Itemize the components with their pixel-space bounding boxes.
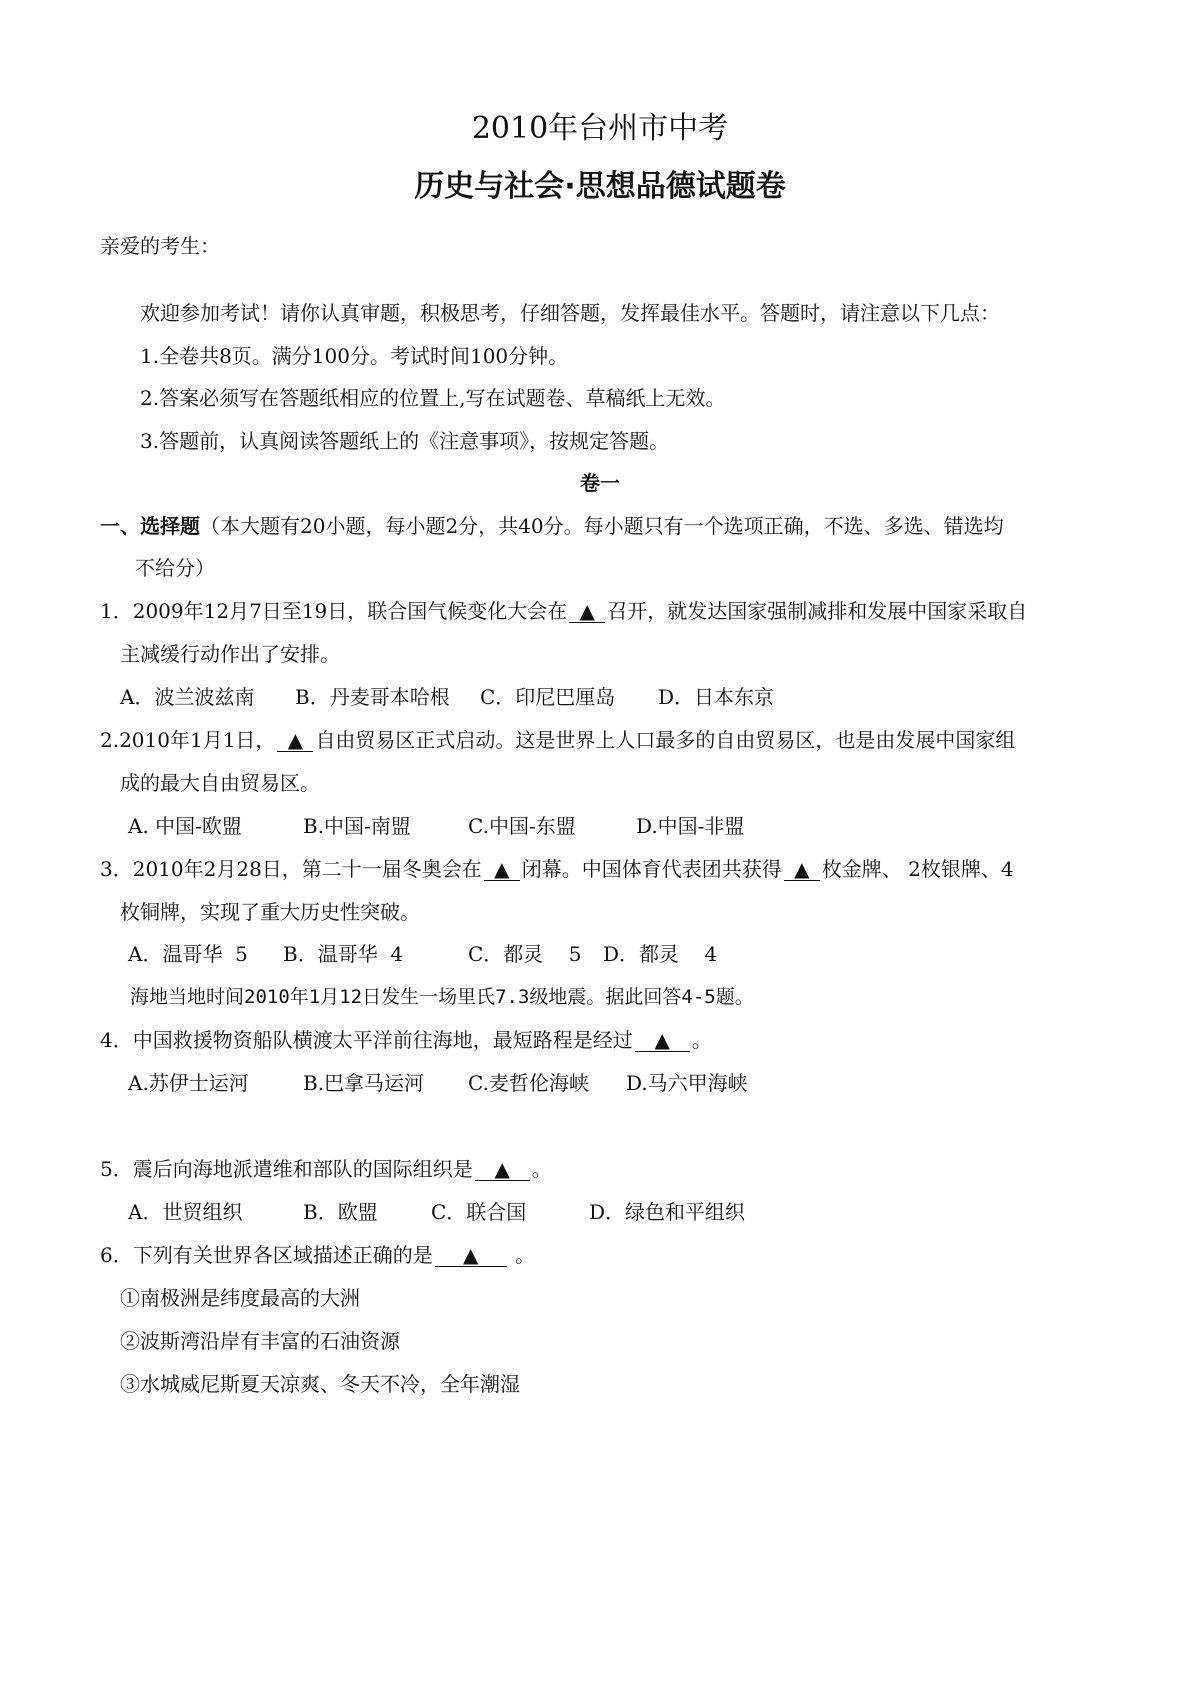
q2-option-c: C.中国-东盟 [468, 814, 576, 838]
exam-title-line1: 2010年台州市中考 [471, 111, 729, 146]
section-desc: （本大题有20小题，每小题2分，共40分。每小题只有一个选项正确，不选、多选、错选均 [200, 514, 1004, 538]
q1-option-d: D．日本东京 [658, 685, 775, 709]
q5-text-post: 。 [531, 1157, 552, 1181]
section-desc-cont: 不给分） [135, 556, 215, 580]
q2-option-d: D.中国-非盟 [636, 814, 745, 838]
q5-option-a: A．世贸组织 [128, 1200, 243, 1224]
q5-options [128, 1199, 745, 1225]
q3-answer-blank-2: ▲ [784, 858, 820, 881]
q3-option-d: D．都灵 4 [603, 942, 718, 966]
q3-option-a: A．温哥华 5 [128, 942, 248, 966]
q3-text-pre: 3．2010年2月28日，第二十一届冬奥会在 [100, 857, 482, 881]
q1-text-post: 召开，就发达国家强制减排和发展中国家采取自 [607, 599, 1028, 623]
exam-title-line2: 历史与社会·思想品德试题卷 [414, 169, 786, 204]
q4-option-b: B.巴拿马运河 [303, 1071, 425, 1095]
q4-answer-blank: ▲ [635, 1029, 690, 1052]
section-heading [100, 513, 1004, 539]
q1-option-a: A．波兰波兹南 [120, 685, 255, 709]
q3-option-b: B．温哥华 4 [283, 942, 404, 966]
question-5 [100, 1156, 552, 1182]
q3-text-post: 枚金牌、 2枚银牌、4 [821, 857, 1014, 881]
q2-text-post: 自由贸易区正式启动。这是世界上人口最多的自由贸易区，也是由发展中国家组 [315, 728, 1016, 752]
volume-label: 卷一 [580, 471, 620, 495]
q6-answer-blank: ▲ [435, 1244, 507, 1267]
q4-option-d: D.马六甲海峡 [626, 1071, 748, 1095]
q2-option-b: B.中国-南盟 [303, 814, 411, 838]
q5-answer-blank: ▲ [475, 1158, 530, 1181]
q5-option-d: D．绿色和平组织 [589, 1200, 746, 1224]
question-1 [100, 598, 1027, 624]
note-3: 3.答题前，认真阅读答题纸上的《注意事项》，按规定答题。 [140, 429, 670, 453]
question-4 [100, 1027, 712, 1053]
q5-option-b: B．欧盟 [303, 1200, 378, 1224]
q4-option-a: A.苏伊士运河 [128, 1071, 249, 1095]
q4-text-post: 。 [691, 1028, 712, 1052]
intro-text: 欢迎参加考试！请你认真审题，积极思考，仔细答题，发挥最佳水平。答题时，请注意以下几点： [140, 301, 1000, 325]
q1-text-cont: 主减缓行动作出了安排。 [120, 642, 340, 666]
q5-text-pre: 5．震后向海地派遣维和部队的国际组织是 [100, 1157, 473, 1181]
shared-stem-4-5: 海地当地时间2010年1月12日发生一场里氏7.3级地震。据此回答4-5题。 [130, 986, 754, 1008]
q6-item-3: ③水城威尼斯夏天凉爽、冬天不冷，全年潮湿 [120, 1372, 520, 1396]
q3-answer-blank-1: ▲ [484, 858, 520, 881]
q1-option-b: B．丹麦哥本哈根 [295, 685, 450, 709]
q2-answer-blank: ▲ [277, 729, 313, 752]
q3-options [128, 941, 717, 967]
q1-text-pre: 1．2009年12月7日至19日，联合国气候变化大会在 [100, 599, 568, 623]
q4-text-pre: 4．中国救援物资船队横渡太平洋前往海地，最短路程是经过 [100, 1028, 633, 1052]
q6-text-pre: 6．下列有关世界各区域描述正确的是 [100, 1243, 433, 1267]
q5-option-c: C．联合国 [431, 1200, 527, 1224]
q1-options [120, 684, 774, 710]
q6-text-post: 。 [508, 1243, 536, 1267]
q2-options [128, 813, 744, 839]
q6-item-2: ②波斯湾沿岸有丰富的石油资源 [120, 1329, 400, 1353]
question-3 [100, 856, 1014, 882]
q1-option-c: C．印尼巴厘岛 [480, 685, 616, 709]
question-2 [100, 727, 1015, 753]
q3-text-cont: 枚铜牌，实现了重大历史性突破。 [120, 900, 420, 924]
q6-item-1: ①南极洲是纬度最高的大洲 [120, 1286, 360, 1310]
q1-answer-blank: ▲ [569, 600, 605, 623]
q2-text-cont: 成的最大自由贸易区。 [120, 771, 320, 795]
q2-text-pre: 2.2010年1月1日， [100, 728, 276, 752]
note-2: 2.答案必须写在答题纸相应的位置上,写在试题卷、草稿纸上无效。 [140, 386, 726, 410]
question-6 [100, 1242, 535, 1268]
section-title: 一、选择题 [100, 514, 200, 538]
q4-options [128, 1070, 748, 1096]
note-1: 1.全卷共8页。满分100分。考试时间100分钟。 [140, 344, 569, 368]
q3-option-c: C．都灵 5 [468, 942, 582, 966]
q3-text-mid: 闭幕。中国体育代表团共获得 [521, 857, 782, 881]
q2-option-a: A. 中国-欧盟 [128, 814, 242, 838]
greeting: 亲爱的考生： [100, 234, 220, 258]
q4-option-c: C.麦哲伦海峡 [468, 1071, 589, 1095]
